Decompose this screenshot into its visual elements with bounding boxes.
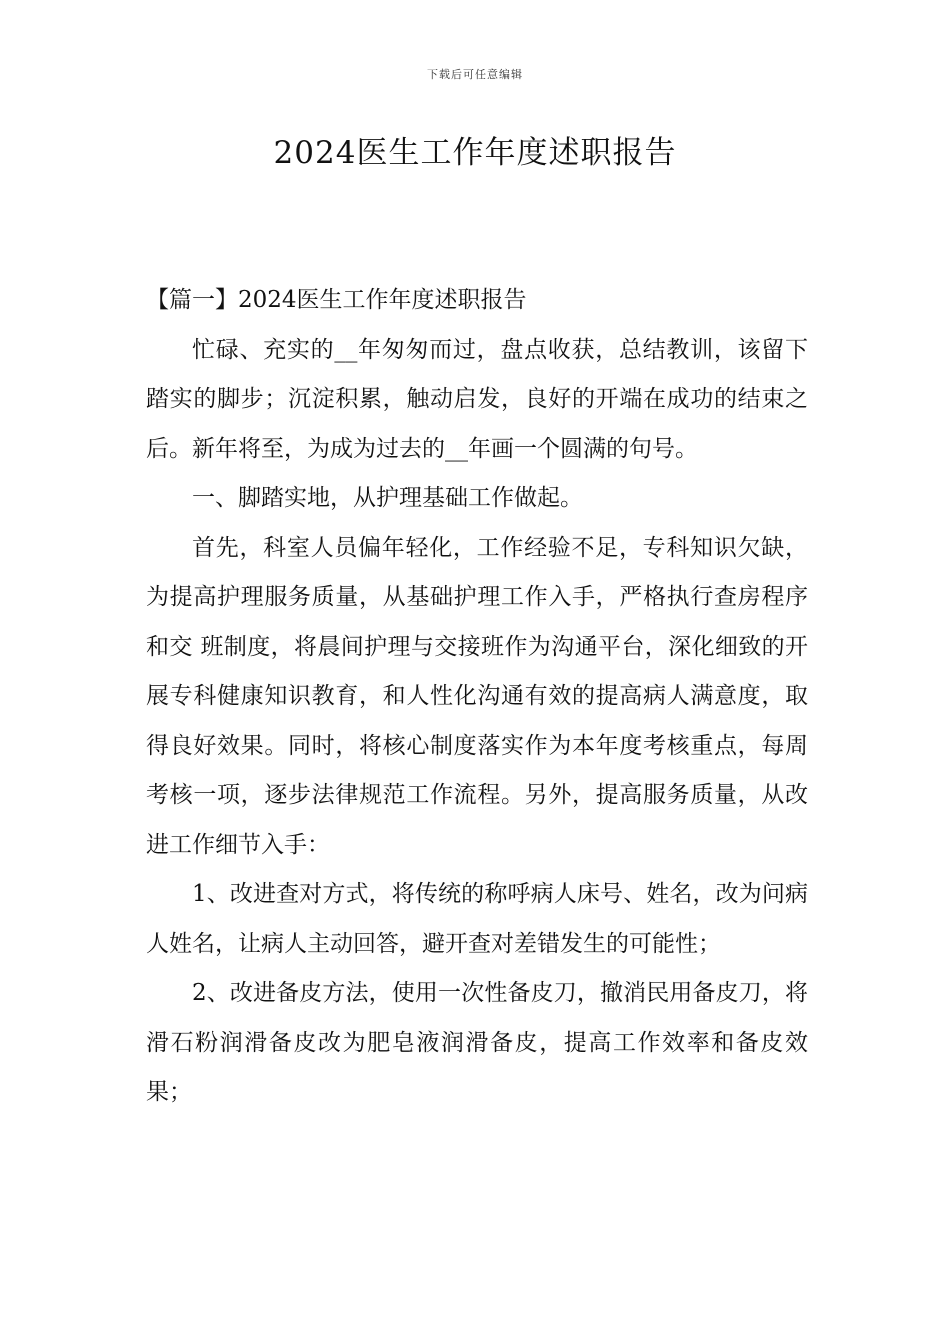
paragraph-item-2: 2、改进备皮方法，使用一次性备皮刀，撤消民用备皮刀，将滑石粉润滑备皮改为肥皂液润滑备皮，提高工作效率和备皮效果； <box>146 980 808 1105</box>
paragraph-item-1: 1、改进查对方式，将传统的称呼病人床号、姓名，改为问病人姓名，让病人主动回答，避开查对差错发生的可能性； <box>146 881 808 957</box>
paragraph-basic-nursing: 首先，科室人员偏年轻化，工作经验不足，专科知识欠缺，为提高护理服务质量，从基础护理工作入手，严格执行查房程序和交 班制度，将晨间护理与交接班作为沟通平台，深化细致的开展专科健康知识教育，和人性化沟通有效的提高病人满意度，取得良好效果。同时，将核心制度落实作为本年度考核重点，每周考核一项，逐步法律规范工作流程。另外，提高服务质量，从改进工作细节入手： <box>146 534 808 858</box>
paragraph-point-one-heading: 一、脚踏实地，从护理基础工作做起。 <box>192 485 583 511</box>
header-note: 下载后可任意编辑 <box>427 68 523 81</box>
document-title: 2024医生工作年度述职报告 <box>273 135 677 171</box>
document-body <box>146 276 808 1118</box>
section-heading: 【篇一】2024医生工作年度述职报告 <box>146 287 527 313</box>
paragraph-intro: 忙碌、充实的__年匆匆而过，盘点收获，总结教训，该留下踏实的脚步；沉淀积累，触动启发，良好的开端在成功的结束之后。新年将至，为成为过去的__年画一个圆满的句号。 <box>146 336 808 462</box>
